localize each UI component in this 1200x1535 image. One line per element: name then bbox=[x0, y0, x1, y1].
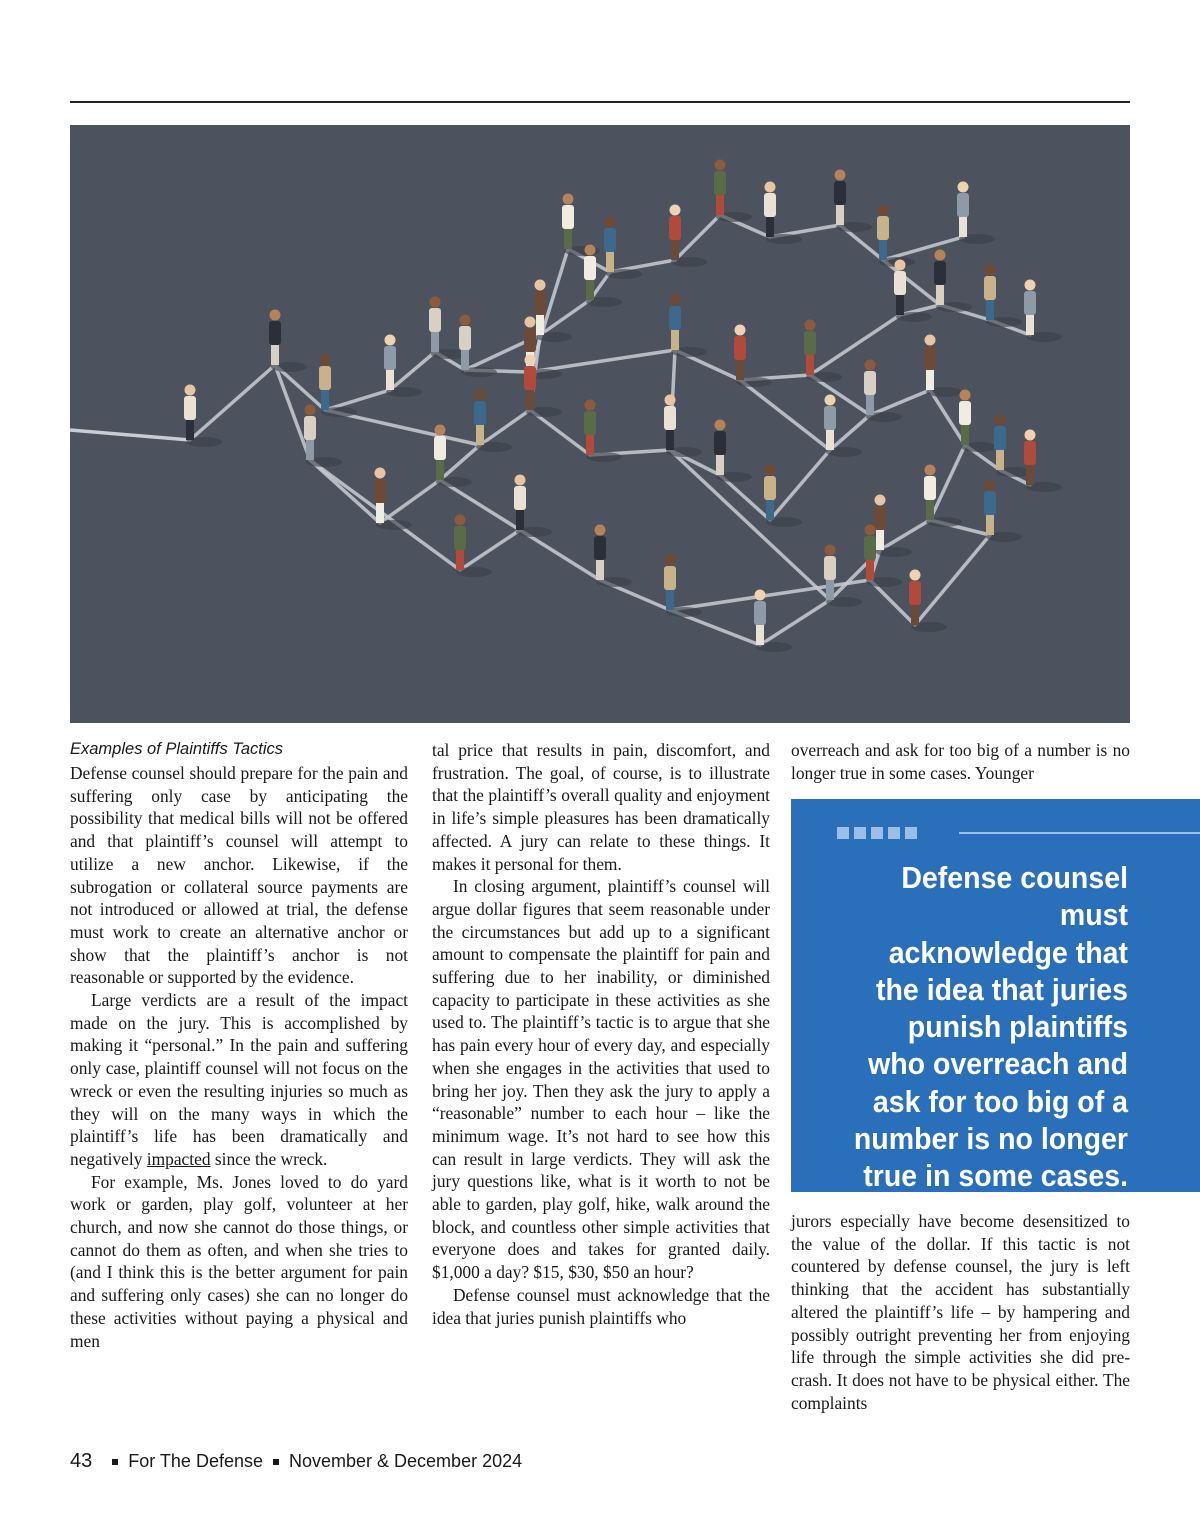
person-figure bbox=[454, 515, 492, 578]
pull-quote-line: acknowledge that bbox=[888, 934, 1128, 970]
paragraph: overreach and ask for too big of a number is no longer true in some cases. Younger bbox=[791, 740, 1130, 783]
person-figure bbox=[534, 280, 572, 343]
path-segment bbox=[480, 410, 530, 445]
person-figure bbox=[864, 360, 902, 423]
person-figure bbox=[764, 182, 802, 245]
decorative-line bbox=[959, 832, 1200, 834]
path-segment bbox=[720, 475, 770, 520]
person-figure bbox=[834, 170, 872, 233]
path-segment bbox=[440, 480, 520, 530]
person-figure bbox=[894, 260, 932, 323]
person-figure bbox=[514, 475, 552, 538]
path-segment bbox=[390, 352, 435, 390]
paragraph: jurors especially have become desensitized to the value of the dollar. If this tactic is not countered by defense counsel, the jury is left thinking that the accident has substantially altered the plaintiff’s life – by hampering and possibly outright preventing her from enjoying life through the simple activities she did pre-crash. It does not have to be physical either. The complaints bbox=[791, 1211, 1130, 1413]
path-segment bbox=[325, 390, 390, 410]
person-figure bbox=[934, 250, 972, 313]
person-figure bbox=[269, 310, 307, 373]
section-subhead: Examples of Plaintiffs Tactics bbox=[70, 740, 284, 758]
pull-quote-line: the idea that juries bbox=[876, 971, 1128, 1007]
path-segment bbox=[670, 450, 830, 600]
person-figure bbox=[924, 335, 962, 398]
path-segment bbox=[460, 530, 520, 570]
pull-quote-line: number is no longer bbox=[853, 1121, 1128, 1157]
person-figure bbox=[714, 160, 752, 223]
paragraph-text: Large verdicts are a result of the impact made on the jury. This is accomplished by making it “personal.” In the pain and suffering only case, plaintiff counsel will not focus on the wreck or even the resulting injuries so much as they will on the many ways in which the plaintiff’s life has been dramatically and negatively bbox=[70, 990, 408, 1169]
people bbox=[184, 160, 1062, 653]
pull-quote-line: true in some cases. bbox=[863, 1158, 1128, 1194]
decorative-squares bbox=[837, 827, 957, 839]
path-segment bbox=[190, 365, 275, 440]
person-figure bbox=[909, 570, 947, 633]
path-segment bbox=[870, 390, 930, 415]
person-figure bbox=[877, 205, 915, 268]
person-figure bbox=[984, 265, 1022, 328]
top-rule bbox=[70, 101, 1130, 103]
path-segment bbox=[740, 380, 830, 450]
person-figure bbox=[754, 590, 792, 653]
pull-quote bbox=[791, 799, 1200, 1192]
pull-quote-line: who overreach and bbox=[868, 1046, 1128, 1082]
publication-name: For The Defense bbox=[128, 1451, 263, 1471]
column-1 bbox=[70, 739, 408, 1352]
paragraph: tal price that results in pain, discomfort, and frustration. The goal, of course, is to illustrate that the plaintiff’s overall quality and enjoyment in life’s simple pleasures has been dramatically affected. A jury can relate to these things. It makes it personal for them. bbox=[432, 740, 770, 874]
path-segment bbox=[880, 520, 930, 550]
person-figure bbox=[474, 390, 512, 453]
person-figure bbox=[524, 355, 562, 418]
paragraph: In closing argument, plaintiff’s counsel will argue dollar figures that seem reasonable under the circumstances but add up to a significant amount to compensate the plaintiff for pain and suffering due to her inability, or diminished capacity to participate in these activities as she used to. The plaintiff’s tactic is to argue that she has pain every hour of every day, and especially when she engages in the activities that used to bring her joy. Then they ask the jury to apply a “reasonable” number to each hour – like the minimum wage. It’s not hard to see how this can result in large verdicts. They will ask the jury questions like, what is it worth to not be able to garden, play golf, hike, walk around the block, and countless other simple activities that everyone does and takes for granted daily. $1,000 a day? $15, $30, $50 an hour? bbox=[432, 876, 770, 1283]
paragraph: Defense counsel must acknowledge that the idea that juries punish plaintiffs who bbox=[432, 1284, 770, 1328]
people-network-graphic bbox=[70, 125, 1130, 723]
path-segment bbox=[915, 535, 990, 625]
paragraph-text: since the wreck. bbox=[210, 1148, 328, 1169]
person-figure bbox=[764, 465, 802, 528]
person-figure bbox=[804, 320, 842, 383]
person-figure bbox=[1024, 430, 1062, 493]
person-figure bbox=[957, 182, 995, 245]
page-footer bbox=[70, 1450, 522, 1473]
pull-quote-line: punish plaintiffs bbox=[907, 1009, 1128, 1045]
path-segment bbox=[770, 450, 830, 520]
path-segment bbox=[520, 530, 600, 580]
person-figure bbox=[459, 315, 497, 378]
paragraph: For example, Ms. Jones loved to do yard work or garden, play golf, volunteer at her church, and now she cannot do those things, or cannot do them as often, and when she tries to (and I think this is the better argument for pain and suffering only cases) she can no longer do these activities without paying a physical and men bbox=[70, 1171, 408, 1351]
person-figure bbox=[374, 468, 412, 531]
issue-date: November & December 2024 bbox=[289, 1451, 523, 1471]
path-segment bbox=[810, 315, 900, 375]
person-figure bbox=[984, 480, 1022, 543]
path-segment bbox=[675, 215, 720, 260]
person-figure bbox=[1024, 280, 1062, 343]
bullet-separator bbox=[112, 1459, 118, 1465]
column-3-bottom bbox=[791, 1210, 1130, 1414]
person-figure bbox=[604, 217, 642, 280]
network-illustration bbox=[70, 125, 1130, 723]
pull-quote-line: Defense counsel must bbox=[901, 860, 1128, 933]
column-3-top bbox=[791, 739, 1130, 784]
person-figure bbox=[714, 420, 752, 483]
person-figure bbox=[959, 390, 997, 453]
person-figure bbox=[319, 355, 357, 418]
pull-quote-text bbox=[834, 859, 1128, 1195]
person-figure bbox=[664, 395, 702, 458]
person-figure bbox=[669, 295, 707, 358]
path-segment bbox=[883, 237, 963, 260]
path-segment bbox=[870, 580, 915, 625]
path-segment bbox=[70, 430, 190, 440]
bullet-separator bbox=[273, 1459, 279, 1465]
paragraph bbox=[70, 989, 408, 1171]
underlined-word: impacted bbox=[146, 1148, 211, 1169]
pull-quote-line: ask for too big of a bbox=[872, 1083, 1128, 1119]
person-figure bbox=[874, 495, 912, 558]
paragraph: Defense counsel should prepare for the pain and suffering only case by anticipating the possibility that medical bills will not be offered and that plaintiff’s counsel will attempt to utilize a new anchor. Likewise, if the subrogation or collateral source payments are not introduced or allowed at trial, the defense must work to create an alternative anchor or show that the plaintiff’s anchor is not reasonable or supported by the evidence. bbox=[70, 763, 408, 988]
page-number: 43 bbox=[70, 1450, 93, 1472]
path-segment bbox=[760, 600, 830, 645]
person-figure bbox=[594, 525, 632, 588]
column-2 bbox=[432, 739, 770, 1329]
path-segment bbox=[530, 350, 675, 372]
